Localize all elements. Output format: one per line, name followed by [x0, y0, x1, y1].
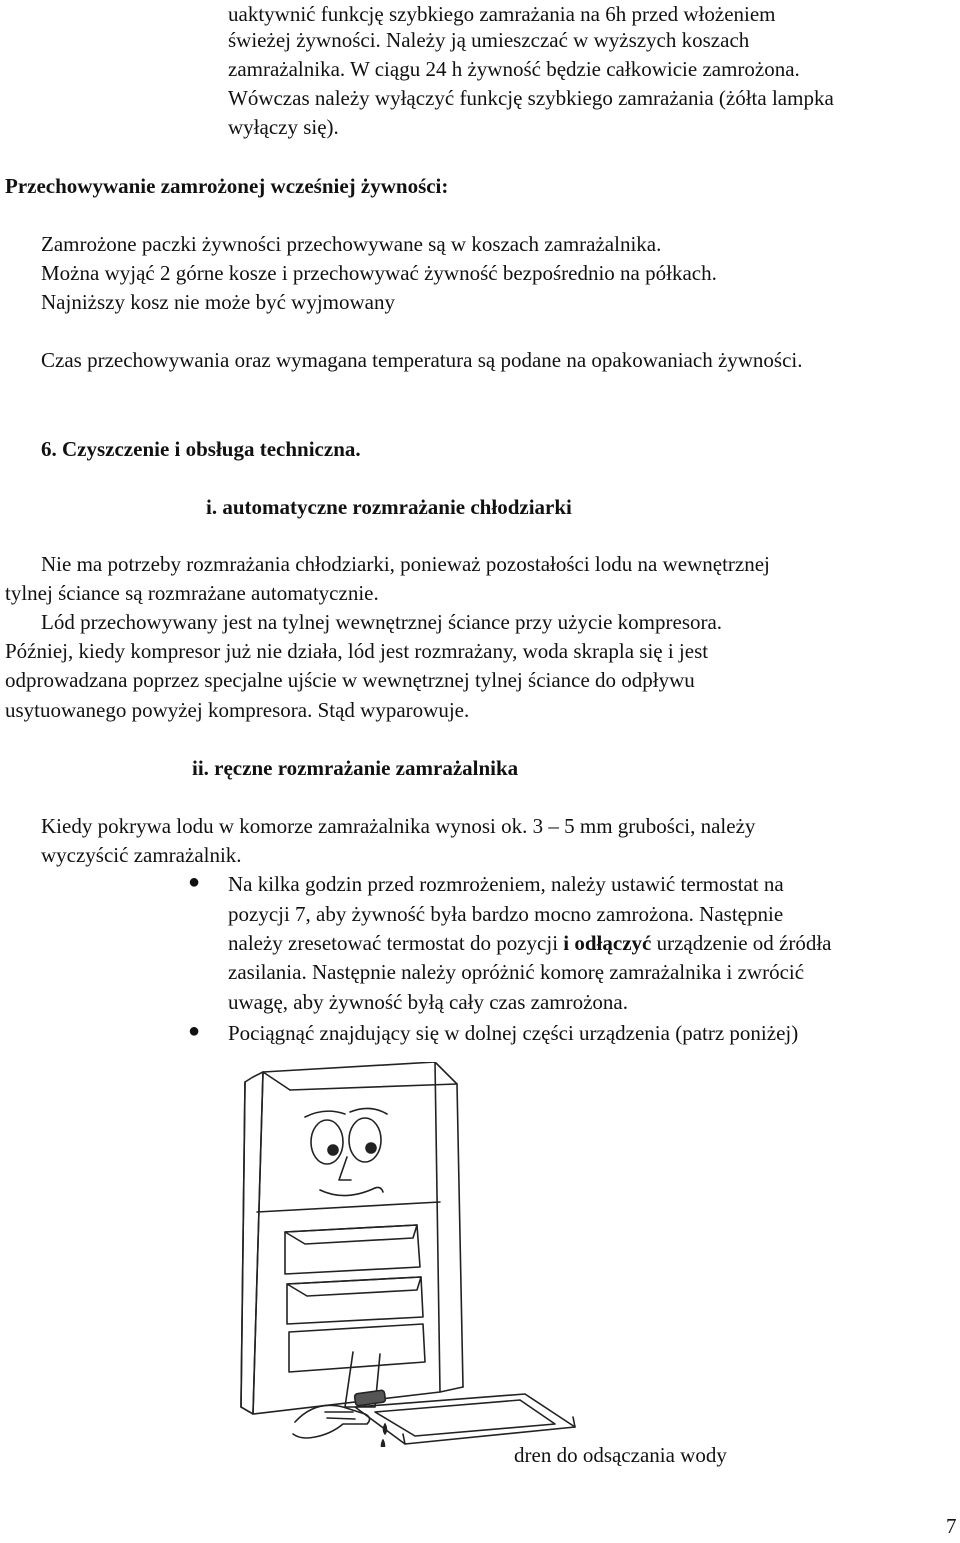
bullet-1-line-3-tail: urządzenie od źródła [651, 931, 832, 955]
compartment-divider [257, 1202, 440, 1212]
freezer-drawer-2 [287, 1277, 423, 1324]
bullet-1-line-3 [228, 929, 832, 959]
bullet-2-marker: ● [188, 1020, 201, 1042]
storage-line-1: Zamrożone paczki żywności przechowywane są w koszach zamrażalnika. [41, 232, 662, 256]
bullet-1-line-3-text: należy zresetować termostat do pozycji [228, 931, 564, 955]
auto-defrost-line-1: Nie ma potrzeby rozmrażania chłodziarki, ponieważ pozostałości lodu na wewnętrznej [41, 552, 770, 576]
water-drop-2 [382, 1440, 385, 1447]
bullet-1-line-3-bold: i odłączyć [563, 931, 652, 955]
bullet-2-line: Pociągnąć znajdujący się w dolnej części urządzenia (patrz poniżej) [228, 1021, 799, 1045]
auto-defrost-line-6: usytuowanego powyżej kompresora. Stąd wyparowuje. [5, 698, 470, 722]
fridge-eye-left [311, 1120, 343, 1164]
storage-heading: Przechowywanie zamrożonej wcześniej żywności: [5, 174, 449, 198]
bullet-1-marker: ● [188, 871, 201, 893]
bullet-1-line-4: zasilania. Następnie należy opróżnić komorę zamrażalnika i zwrócić [228, 960, 805, 984]
auto-defrost-line-5: odprowadzana poprzez specjalne ujście w wewnętrznej tylnej ściance do odpływu [5, 668, 695, 692]
fridge-eye-right [349, 1118, 381, 1162]
drain-cap [354, 1390, 385, 1406]
figure-caption: dren do odsączania wody [514, 1443, 727, 1467]
intro-line-1: uaktywnić funkcję szybkiego zamrażania na 6h przed włożeniem [228, 2, 776, 26]
subsection-ii-heading: ii. ręczne rozmrażanie zamrażalnika [192, 756, 519, 780]
intro-line-5: wyłączy się). [228, 115, 339, 139]
bullet-1-line-1: Na kilka godzin przed rozmrożeniem, należy ustawić termostat na [228, 872, 784, 896]
page-number: 7 [946, 1514, 957, 1538]
storage-note: Czas przechowywania oraz wymagana temperatura są podane na opakowaniach żywności. [41, 348, 803, 372]
auto-defrost-line-4: Później, kiedy kompresor już nie działa, lód jest rozmrażany, woda skrapla się i jest [5, 639, 709, 663]
bullet-1-line-5: uwagę, aby żywność byłą cały czas zamrożona. [228, 990, 628, 1014]
manual-defrost-line-1: Kiedy pokrywa lodu w komorze zamrażalnika wynosi ok. 3 – 5 mm grubości, należy [41, 814, 756, 838]
manual-defrost-line-2: wyczyścić zamrażalnik. [41, 843, 242, 867]
freezer-drawer-1 [285, 1225, 420, 1274]
water-drop-1 [384, 1424, 387, 1434]
intro-line-4: Wówczas należy wyłączyć funkcję szybkiego zamrażania (żółta lampka [228, 86, 834, 110]
intro-line-3: zamrażalnika. W ciągu 24 h żywność będzie całkowicie zamrożona. [228, 57, 800, 81]
section-6-heading: 6. Czyszczenie i obsługa techniczna. [41, 437, 361, 461]
storage-line-2: Można wyjąć 2 górne kosze i przechowywać żywność bezpośrednio na półkach. [41, 261, 717, 285]
fridge-illustration [235, 1062, 595, 1447]
auto-defrost-line-2: tylnej ściance są rozmrażane automatycznie. [5, 581, 379, 605]
intro-line-2: świeżej żywności. Należy ją umieszczać w wyższych koszach [228, 28, 750, 52]
bullet-1-line-2: pozycji 7, aby żywność była bardzo mocno zamrożona. Następnie [228, 902, 784, 926]
auto-defrost-line-3: Lód przechowywany jest na tylnej wewnętrznej ściance przy użycie kompresora. [41, 610, 723, 634]
subsection-i-heading: i. automatyczne rozmrażanie chłodziarki [206, 495, 572, 519]
bottom-compartment [289, 1324, 425, 1372]
storage-line-3: Najniższy kosz nie może być wyjmowany [41, 290, 395, 314]
